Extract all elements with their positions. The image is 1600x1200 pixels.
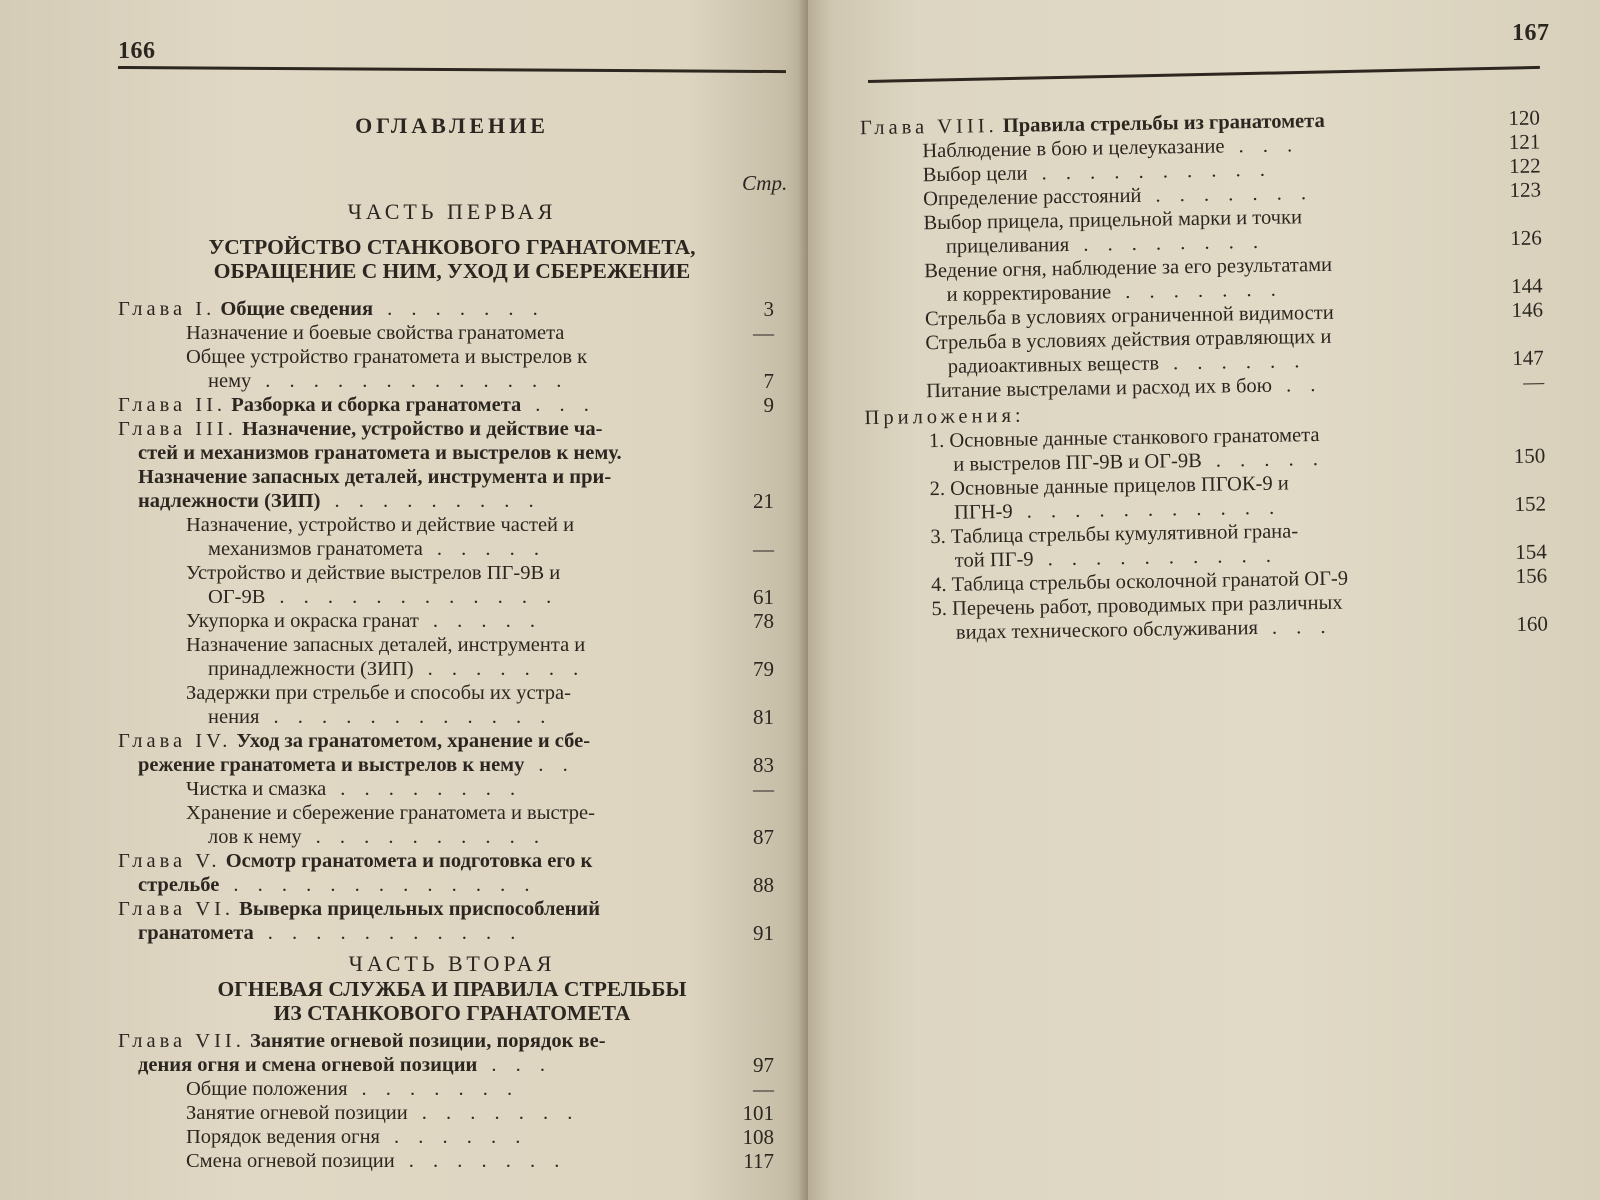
- page-ref: 3: [763, 297, 774, 321]
- page-ref: 101: [742, 1101, 774, 1125]
- page-ref: 146: [1511, 297, 1544, 322]
- toc-entry: [956, 616, 1333, 645]
- page-ref: 91: [753, 921, 774, 945]
- chapter-label: Глава VII.: [118, 1030, 245, 1052]
- toc-entry: [118, 730, 590, 753]
- part-two-subtitle-1: ОГНЕВАЯ СЛУЖБА И ПРАВИЛА СТРЕЛЬБЫ: [217, 977, 687, 1001]
- dot-leader: . . .: [1238, 134, 1300, 158]
- chapter-label: Глава IV.: [118, 730, 232, 752]
- entry-title: Стрельба в условиях действия отравляющих и: [925, 325, 1332, 355]
- page-ref: 147: [1512, 345, 1544, 370]
- entry-title: Порядок ведения огня: [186, 1126, 380, 1148]
- page-ref: —: [753, 777, 774, 801]
- entry-title: Устройство и действие выстрелов ПГ-9В и: [186, 562, 561, 584]
- entry-title: 4. Таблица стрельбы осколочной гранатой ОГ-9: [931, 567, 1349, 597]
- entry-title: принадлежности (ЗИП): [208, 658, 414, 680]
- toc-entry: [138, 442, 622, 465]
- page-ref: 152: [1514, 491, 1547, 516]
- chapter-title: Разборка и сборка гранатомета: [226, 394, 522, 416]
- page-ref: —: [1522, 369, 1545, 394]
- entry-title: Укупорка и окраска гранат: [186, 610, 419, 632]
- chapter-title: Назначение запасных деталей, инструмента и при-: [138, 466, 612, 488]
- page-ref: —: [753, 537, 774, 561]
- chapter-title: Правила стрельбы из гранатомета: [997, 109, 1325, 138]
- dot-leader: . . . . . . .: [387, 298, 545, 320]
- toc-entry: [118, 394, 596, 417]
- entry-title: Назначение и боевые свойства гранатомета: [186, 322, 565, 344]
- page-ref: 83: [753, 753, 774, 777]
- toc-entry: [138, 754, 575, 777]
- toc-entry: [186, 1102, 579, 1125]
- entry-title: той ПГ-9: [954, 548, 1034, 572]
- toc-entry: [186, 346, 587, 369]
- page-ref: 120: [1508, 105, 1541, 131]
- entry-title: прицеливания: [945, 233, 1070, 258]
- dot-leader: . . . . . .: [393, 1126, 528, 1148]
- entry-title: Назначение запасных деталей, инструмента и: [186, 634, 586, 656]
- entry-title: 5. Перечень работ, проводимых при различных: [931, 591, 1343, 621]
- page-number-right: 167: [1512, 20, 1550, 46]
- header-rule-left: [118, 66, 786, 73]
- toc-entry: [118, 850, 592, 873]
- chapter-title: стрельбе: [138, 874, 220, 896]
- toc-entry: [186, 562, 560, 585]
- dot-leader: . . . . . . . . . . .: [267, 922, 523, 944]
- page-ref: 97: [753, 1053, 774, 1077]
- right-page: [808, 0, 1600, 1200]
- toc-entry: [186, 322, 564, 345]
- page-ref: 79: [753, 657, 774, 681]
- page-ref: 9: [763, 393, 774, 417]
- page-ref: —: [753, 321, 774, 345]
- toc-entry: [138, 922, 522, 945]
- toc-entry: [138, 874, 536, 897]
- chapter-title: Занятие огневой позиции, порядок ве-: [244, 1030, 606, 1052]
- toc-entry: [186, 1150, 566, 1173]
- toc-entry: [138, 1054, 552, 1077]
- page-ref: 150: [1513, 443, 1546, 468]
- entry-title: механизмов гранатомета: [208, 538, 423, 560]
- page-column-label: Стр.: [742, 171, 788, 195]
- page-ref: 21: [753, 489, 774, 513]
- dot-leader: . . . . .: [432, 610, 542, 632]
- toc-entry: [864, 405, 1024, 431]
- entry-title: Определение расстояний: [922, 184, 1142, 211]
- dot-leader: . . .: [491, 1054, 552, 1076]
- dot-leader: . .: [538, 754, 575, 776]
- entry-title: Выбор цели: [922, 162, 1028, 187]
- entry-title: и выстрелов ПГ-9В и ОГ-9В: [953, 449, 1202, 476]
- page-number-left: 166: [118, 38, 156, 64]
- toc-entry: [118, 298, 545, 321]
- page-ref: 126: [1510, 225, 1543, 250]
- entry-title: нему: [208, 370, 252, 392]
- toc-entry: [186, 802, 595, 825]
- entry-title: Стрельба в условиях ограниченной видимости: [924, 301, 1334, 331]
- part-two-title: ЧАСТЬ ВТОРАЯ: [348, 951, 556, 976]
- dot-leader: . . . . . . . . . .: [1041, 158, 1273, 185]
- chapter-label: Глава I.: [118, 298, 216, 320]
- toc-entry: [186, 1078, 519, 1101]
- toc-entry: [186, 682, 571, 705]
- entry-title: Смена огневой позиции: [186, 1150, 395, 1172]
- toc-entry: [118, 898, 600, 921]
- page-ref: 61: [753, 585, 774, 609]
- dot-leader: . . . . . . . . . .: [315, 826, 547, 848]
- page-ref: —: [753, 1077, 774, 1101]
- page-ref: 78: [753, 609, 774, 633]
- dot-leader: . . . . .: [1215, 447, 1326, 472]
- dot-leader: . . .: [1271, 615, 1333, 639]
- chapter-title: Уход за гранатометом, хранение и сбе-: [231, 730, 591, 752]
- dot-leader: . . . . . . . . . . .: [1026, 496, 1282, 523]
- toc-heading: ОГЛАВЛЕНИЕ: [355, 113, 549, 138]
- entry-title: Питание выстрелами и расход их в бою: [925, 374, 1273, 403]
- page-ref: 121: [1508, 129, 1541, 155]
- chapter-label: Глава V.: [118, 850, 221, 872]
- entry-title: 2. Основные данные прицелов ПГОК-9 и: [929, 472, 1289, 501]
- dot-leader: . . . . . . .: [1124, 278, 1283, 304]
- page-ref: 123: [1509, 177, 1542, 203]
- toc-entry: [208, 586, 558, 609]
- toc-entry: [138, 466, 611, 489]
- entry-title: видах технического обслуживания: [955, 617, 1259, 644]
- toc-entry: [208, 370, 568, 393]
- entry-title: Общее устройство гранатомета и выстрелов к: [186, 346, 588, 368]
- dot-leader: . . . . . . . .: [340, 778, 523, 800]
- page-ref: 144: [1510, 273, 1543, 298]
- entry-title: Занятие огневой позиции: [186, 1102, 408, 1124]
- entry-title: Наблюдение в бою и целеуказание: [922, 135, 1225, 163]
- page-ref: 108: [742, 1125, 774, 1149]
- page-ref: 88: [753, 873, 774, 897]
- entry-title: нения: [208, 706, 260, 728]
- toc-entry: [186, 778, 522, 801]
- chapter-label: Приложения:: [864, 404, 1025, 430]
- entry-title: Задержки при стрельбе и способы их устра-: [186, 682, 571, 704]
- entry-title: Ведение огня, наблюдение за его результатами: [924, 253, 1333, 283]
- toc-entry: [186, 1126, 527, 1149]
- dot-leader: . . . . . . . .: [1083, 230, 1266, 256]
- page-ref: 156: [1515, 563, 1548, 588]
- toc-entry: [118, 1030, 606, 1053]
- toc-entry: [208, 706, 552, 729]
- part-one-subtitle-2: ОБРАЩЕНИЕ С НИМ, УХОД И СБЕРЕЖЕНИЕ: [213, 259, 691, 283]
- page-ref: 154: [1515, 539, 1547, 564]
- entry-title: ПГН-9: [953, 500, 1013, 524]
- entry-title: Хранение и сбережение гранатомета и выстре-: [186, 802, 595, 824]
- dot-leader: . . . . . . .: [427, 658, 586, 680]
- toc-entry: [926, 374, 1323, 403]
- chapter-title: надлежности (ЗИП): [138, 490, 321, 512]
- chapter-title: дения огня и смена огневой позиции: [138, 1054, 478, 1076]
- entry-title: радиоактивных веществ: [947, 352, 1160, 378]
- entry-title: ОГ-9В: [208, 586, 266, 608]
- entry-title: Выбор прицела, прицельной марки и точки: [923, 206, 1303, 235]
- dot-leader: . . . . . .: [1172, 350, 1307, 375]
- chapter-label: Глава III.: [118, 418, 237, 440]
- page-ref: 87: [753, 825, 774, 849]
- chapter-title: Осмотр гранатомета и подготовка его к: [220, 850, 593, 872]
- entry-title: лов к нему: [208, 826, 302, 848]
- dot-leader: . . . . . . .: [1155, 182, 1314, 207]
- toc-entry: [186, 610, 542, 633]
- toc-entry: [208, 538, 546, 561]
- entry-title: Чистка и смазка: [186, 778, 327, 800]
- dot-leader: . . . . . . . . . . . . .: [265, 370, 569, 392]
- entry-title: Общие положения: [186, 1078, 348, 1100]
- page-ref: 117: [743, 1149, 774, 1173]
- part-one-subtitle-1: УСТРОЙСТВО СТАНКОВОГО ГРАНАТОМЕТА,: [208, 235, 696, 259]
- page-ref: 81: [753, 705, 774, 729]
- page-ref: 160: [1516, 611, 1549, 636]
- entry-title: 1. Основные данные станкового гранатомета: [928, 424, 1320, 453]
- toc-entry: [208, 658, 585, 681]
- chapter-title: стей и механизмов гранатомета и выстрелов к нему.: [138, 442, 622, 464]
- dot-leader: . . . . . . . . .: [334, 490, 541, 512]
- dot-leader: . . . . . . . . . . . . .: [233, 874, 537, 896]
- chapter-label: Глава II.: [118, 394, 227, 416]
- dot-leader: . . . . . . . . . .: [1047, 544, 1279, 571]
- entry-title: и корректирование: [946, 281, 1112, 306]
- entry-title: Назначение, устройство и действие частей и: [186, 514, 575, 536]
- chapter-label: Глава VI.: [118, 898, 235, 920]
- part-one-title: ЧАСТЬ ПЕРВАЯ: [347, 199, 557, 224]
- chapter-title: режение гранатомета и выстрелов к нему: [138, 754, 525, 776]
- dot-leader: . .: [1285, 373, 1323, 397]
- toc-entry: [186, 514, 574, 537]
- chapter-title: Выверка прицельных приспособлений: [234, 898, 601, 920]
- toc-entry: [138, 490, 541, 513]
- toc-entry: [186, 634, 585, 657]
- part-two-subtitle-2: ИЗ СТАНКОВОГО ГРАНАТОМЕТА: [273, 1001, 631, 1025]
- dot-leader: . . . . . . . . . . . .: [273, 706, 553, 728]
- dot-leader: . . . . . . .: [408, 1150, 567, 1172]
- chapter-title: гранатомета: [138, 922, 254, 944]
- entry-title: 3. Таблица стрельбы кумулятивной грана-: [930, 520, 1299, 549]
- toc-entry: [208, 826, 546, 849]
- dot-leader: . . . . . . . . . . . .: [279, 586, 559, 608]
- dot-leader: . . . . . . .: [421, 1102, 580, 1124]
- page-ref: 7: [763, 369, 774, 393]
- header-rule-right: [868, 66, 1540, 83]
- chapter-title: Общие сведения: [215, 298, 374, 320]
- dot-leader: . . . . .: [436, 538, 547, 560]
- dot-leader: . . .: [535, 394, 596, 416]
- chapter-label: Глава VIII.: [859, 115, 998, 140]
- page-ref: 122: [1509, 153, 1541, 179]
- dot-leader: . . . . . . .: [361, 1078, 520, 1100]
- toc-entry: [118, 418, 602, 441]
- chapter-title: Назначение, устройство и действие ча-: [236, 418, 603, 440]
